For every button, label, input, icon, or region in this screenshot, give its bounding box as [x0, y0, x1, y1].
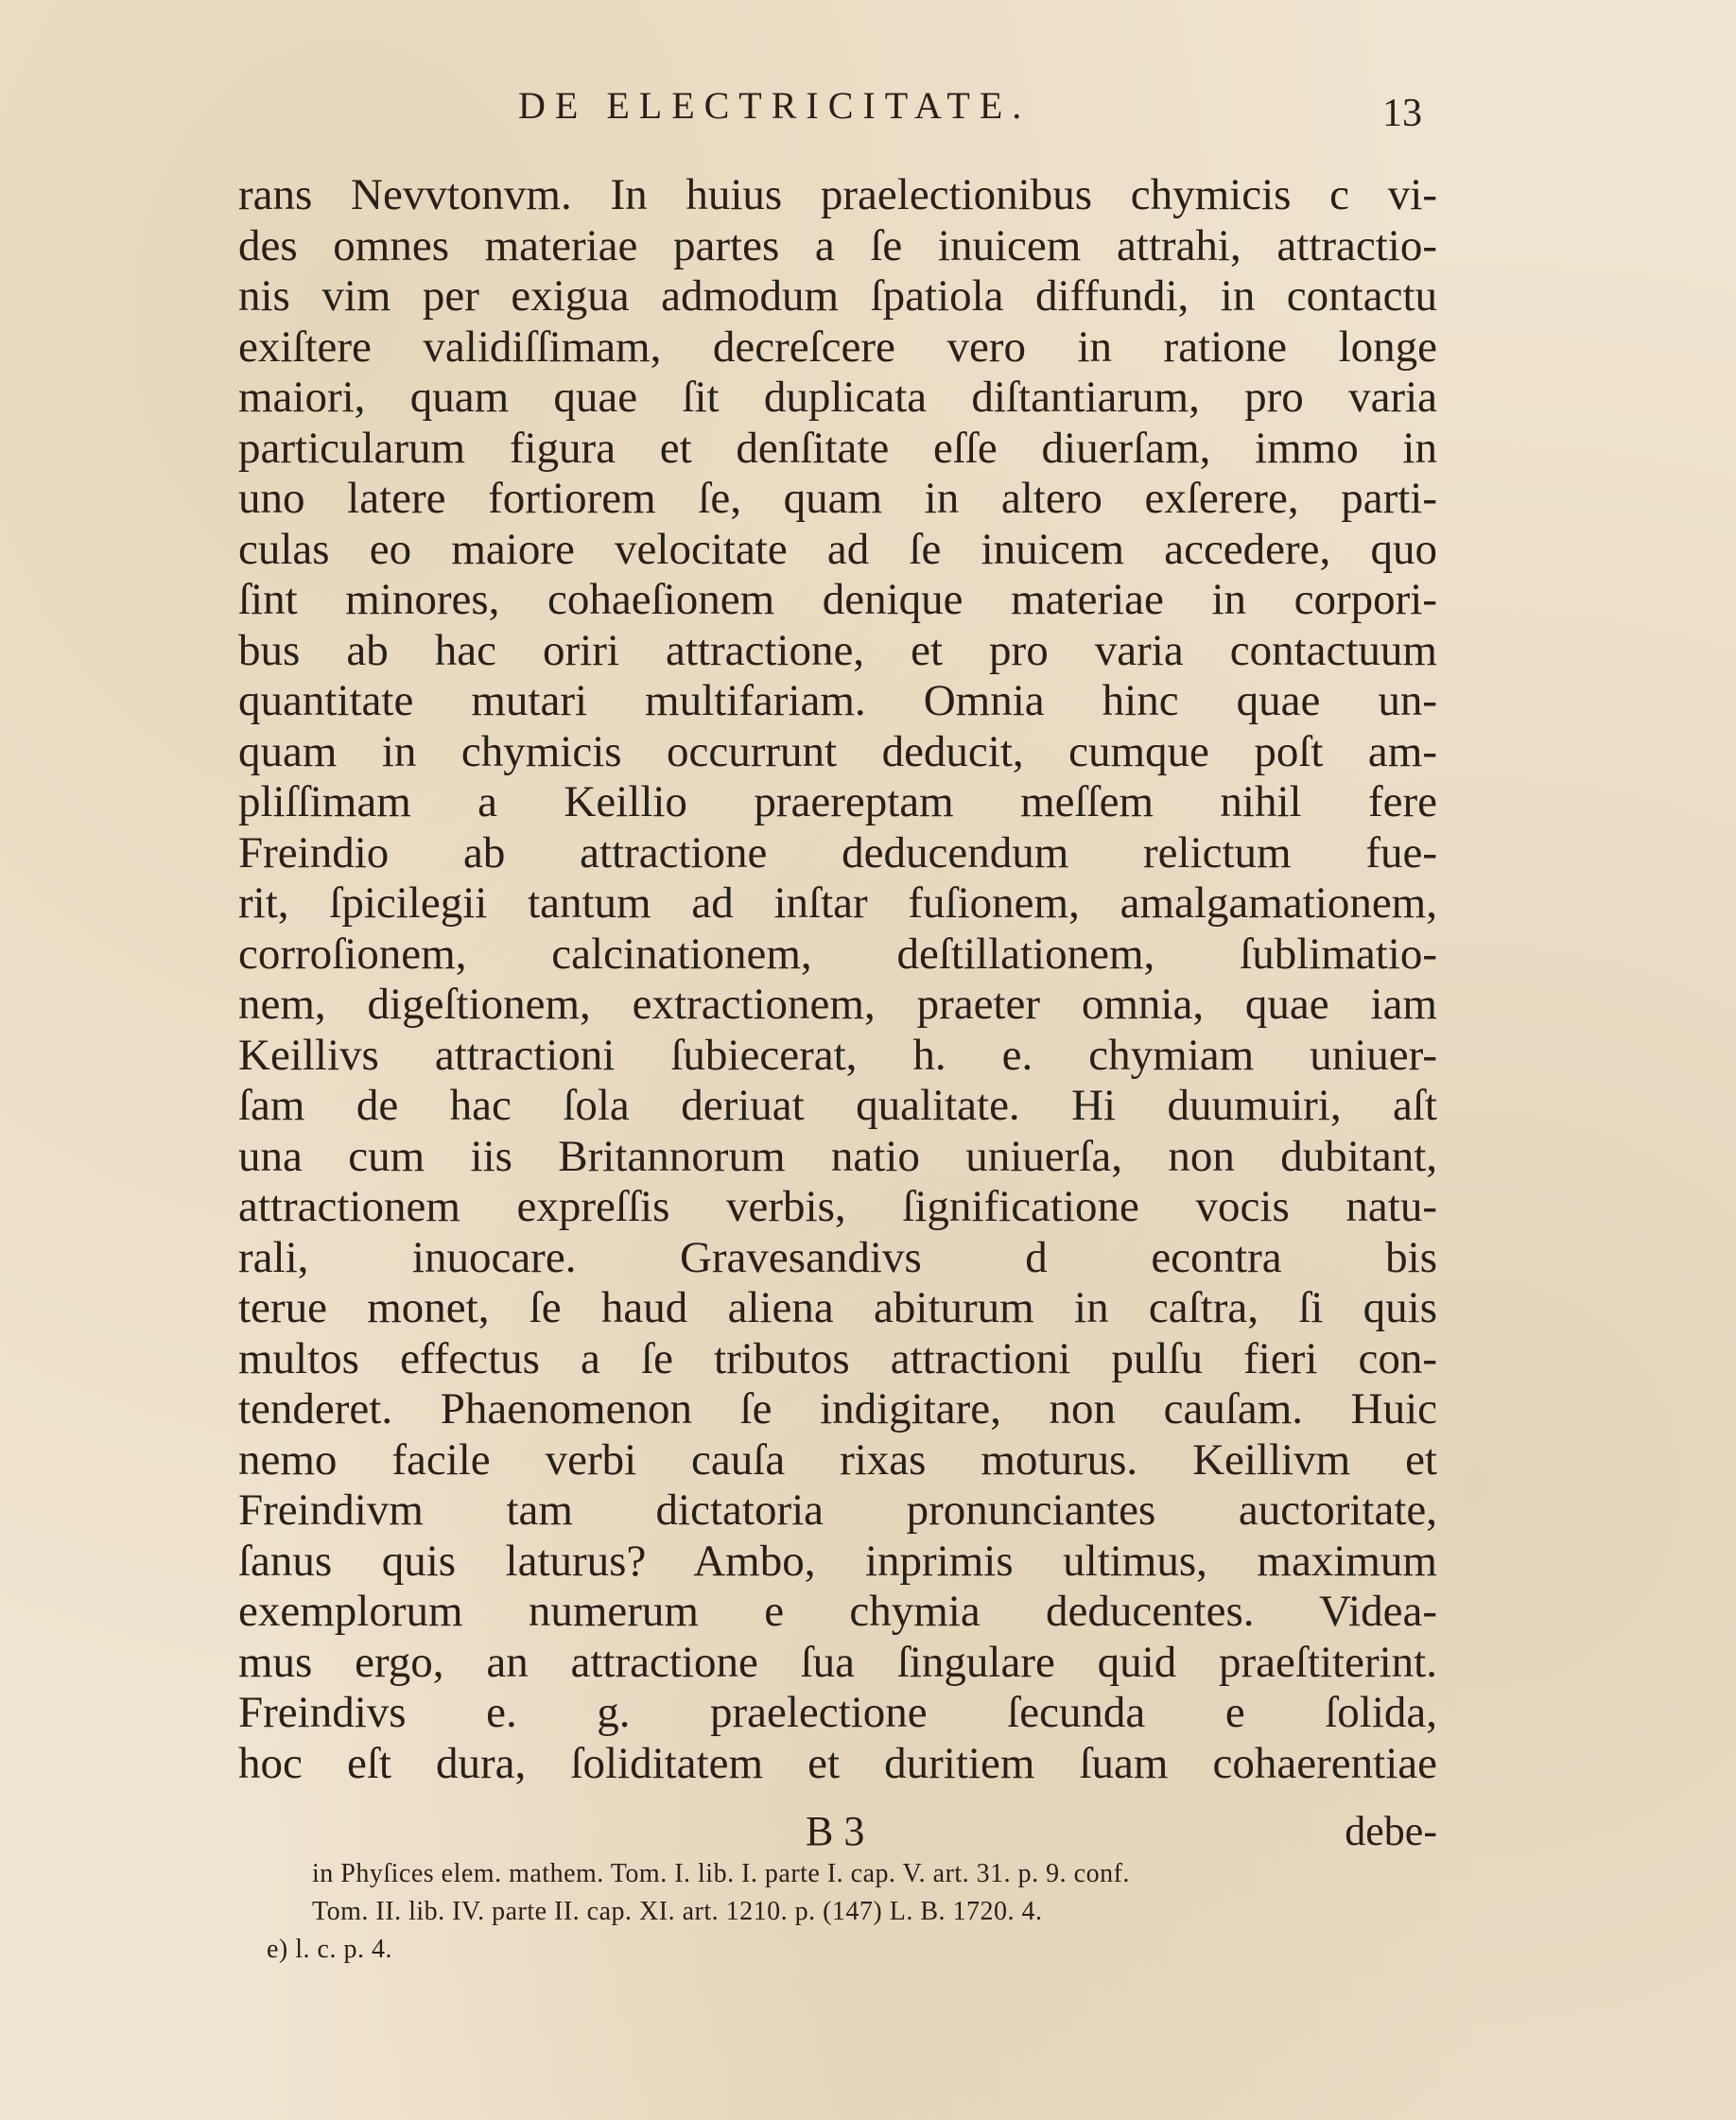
text-line: des omnes materiae partes a ſe inuicem attrahi, attractio- — [238, 220, 1437, 270]
running-title: DE ELECTRICITATE. — [518, 84, 1032, 127]
signature-mark: B 3 — [806, 1808, 865, 1854]
body-text — [238, 170, 1437, 1789]
text-line: Freindio ab attractione deducendum relictum fue- — [238, 827, 1437, 878]
text-line: exiſtere validiſſimam, decreſcere vero in ratione longe — [238, 321, 1437, 372]
signature-line — [238, 1808, 1437, 1855]
text-line: bus ab hac oriri attractione, et pro varia contactuum — [238, 625, 1437, 675]
text-line: nem, digeſtionem, extractionem, praeter omnia, quae iam — [238, 980, 1437, 1029]
text-line: tenderet. Phaenomenon ſe indigitare, non cauſam. Huic — [238, 1384, 1437, 1434]
text-line: mus ergo, an attractione ſua ſingulare quid praeſtiterint. — [238, 1637, 1437, 1687]
text-line: terue monet, ſe haud aliena abiturum in caſtra, ſi quis — [238, 1283, 1437, 1332]
text-line: rit, ſpicilegii tantum ad inſtar fuſionem, amalgamationem, — [238, 878, 1437, 928]
text-line: exemplorum numerum e chymia deducentes. Videa- — [238, 1587, 1437, 1636]
text-line: ſam de hac ſola deriuat qualitate. Hi duumuiri, aſt — [238, 1081, 1437, 1130]
text-line: ſanus quis laturus? Ambo, inprimis ultimus, maximum — [238, 1536, 1437, 1586]
text-line: pliſſimam a Keillio praereptam meſſem nihil fere — [238, 777, 1437, 826]
text-line: una cum iis Britannorum natio uniuerſa, non dubitant, — [238, 1131, 1437, 1181]
footnote-line: in Phyſices elem. mathem. Tom. I. lib. I. parte I. cap. V. art. 31. p. 9. conf. — [312, 1859, 1130, 1888]
text-line: quantitate mutari multifariam. Omnia hinc quae un- — [238, 676, 1437, 725]
text-line: ſint minores, cohaeſionem denique materiae in corpori- — [238, 575, 1437, 624]
footnote-line: Tom. II. lib. IV. parte II. cap. XI. art. 1210. p. (147) L. B. 1720. 4. — [312, 1897, 1043, 1926]
footnotes — [267, 1855, 1449, 1969]
text-line: attractionem expreſſis verbis, ſignificatione vocis natu- — [238, 1182, 1437, 1231]
text-line: particularum figura et denſitate eſſe diuerſam, immo in — [238, 423, 1437, 473]
text-line: hoc eſt dura, ſoliditatem et duritiem ſuam cohaerentiae — [238, 1738, 1437, 1788]
text-line: corroſionem, calcinationem, deſtillationem, ſublimatio- — [238, 929, 1437, 979]
text-line: Keillivs attractioni ſubiecerat, h. e. chymiam uniuer- — [238, 1030, 1437, 1080]
text-line: Freindivs e. g. praelectione ſecunda e ſolida, — [238, 1688, 1437, 1737]
page-number: 13 — [1382, 92, 1422, 135]
text-line: rali, inuocare. Gravesandivs d econtra bis — [238, 1232, 1437, 1282]
text-line: nemo facile verbi cauſa rixas moturus. Keillivm et — [238, 1434, 1437, 1485]
catchword: debe- — [1345, 1808, 1437, 1854]
text-line: maiori, quam quae ſit duplicata diſtantiarum, pro varia — [238, 373, 1437, 422]
footnote-line: e) l. c. p. 4. — [267, 1935, 392, 1964]
text-line: rans Nevvtonvm. In huius praelectionibus chymicis c vi- — [238, 170, 1437, 219]
text-line: culas eo maiore velocitate ad ſe inuicem accedere, quo — [238, 524, 1437, 574]
text-line: multos effectus a ſe tributos attractioni pulſu fieri con- — [238, 1333, 1437, 1383]
text-line: quam in chymicis occurrunt deducit, cumque poſt am- — [238, 726, 1437, 776]
text-line: nis vim per exigua admodum ſpatiola diffundi, in contactu — [238, 271, 1437, 321]
text-line: uno latere fortiorem ſe, quam in altero exſerere, parti- — [238, 474, 1437, 523]
text-line: Freindivm tam dictatoria pronunciantes auctoritate, — [238, 1486, 1437, 1535]
